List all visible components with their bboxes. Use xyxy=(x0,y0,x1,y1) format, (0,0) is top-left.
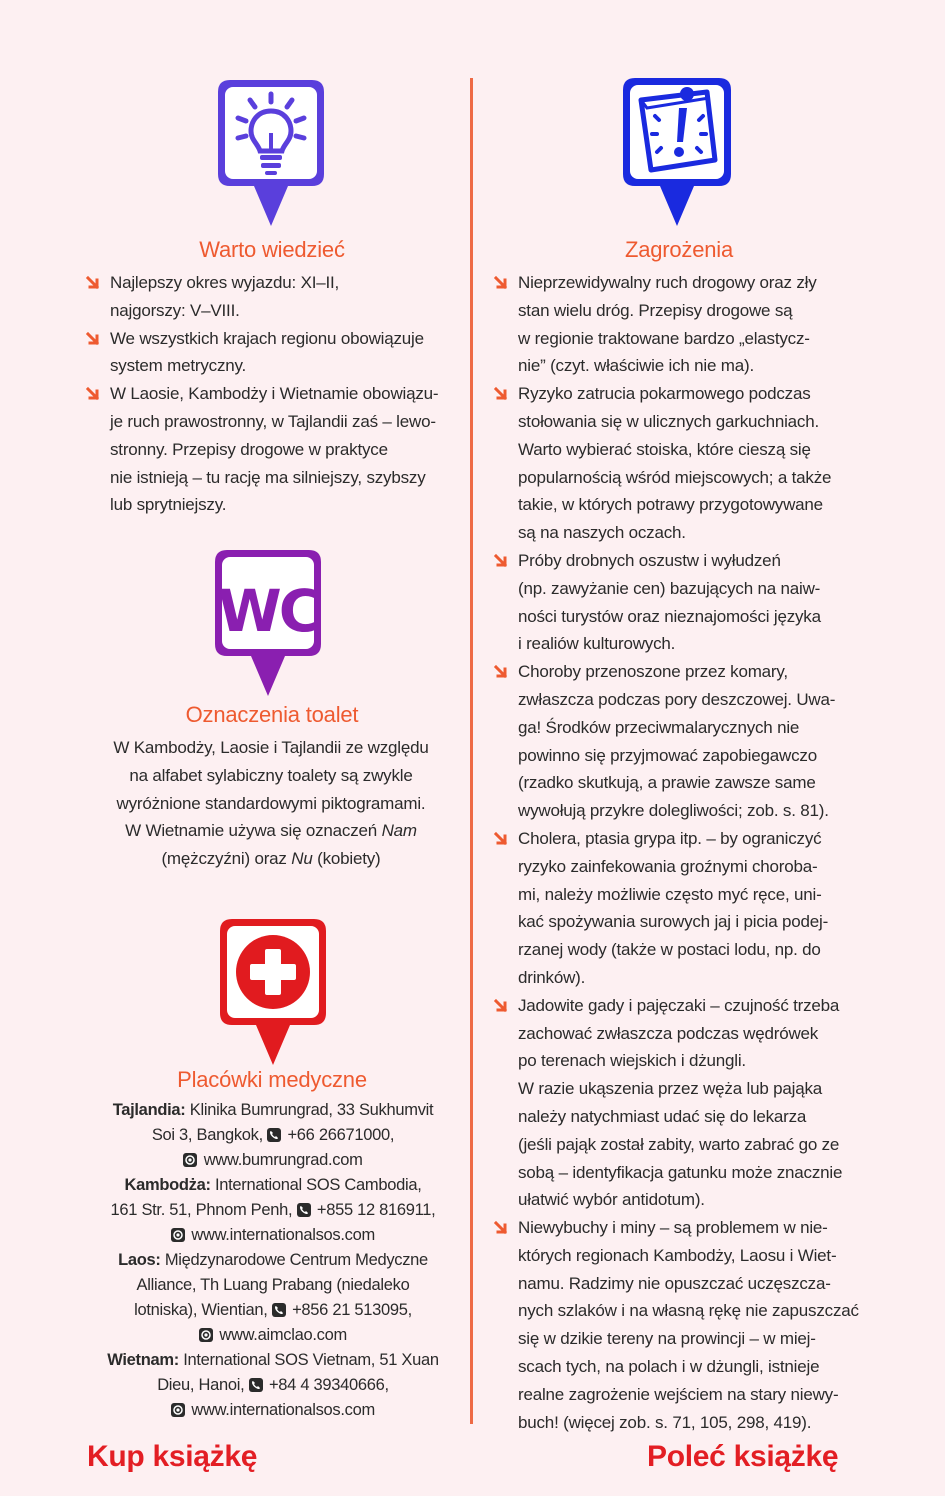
list-item-line: W Laosie, Kambodży i Wietnamie obowiązu- xyxy=(110,384,439,404)
list-item xyxy=(494,269,866,380)
arrow-down-right-icon xyxy=(86,332,100,346)
website-link[interactable]: www.aimclao.com xyxy=(215,1326,347,1344)
list-item-line: Choroby przenoszone przez komary, xyxy=(518,662,788,682)
list-item xyxy=(494,825,866,992)
website-link[interactable]: www.internationalsos.com xyxy=(187,1226,375,1244)
list-item-line: drinków). xyxy=(518,967,586,987)
medical-entry-line: Alliance, Th Luang Prabang (niedaleko xyxy=(136,1276,410,1294)
website-link[interactable]: www.bumrungrad.com xyxy=(199,1151,363,1169)
list-item-line: stronny. Przepisy drogowe w praktyce xyxy=(110,439,388,459)
medical-entry xyxy=(76,1348,470,1423)
list-item-line: należy natychmiast udać się do lekarza xyxy=(518,1106,807,1126)
list-item-line: ności turystów oraz nieznajomości języka xyxy=(518,606,821,626)
medical-entry xyxy=(76,1098,470,1173)
medical-entry-line xyxy=(76,1323,470,1348)
zagrozenia-title: Zagrożenia xyxy=(624,237,734,262)
arrow-down-right-icon xyxy=(494,387,508,401)
list-item-line: wywołują przykre dolegliwości; zob. s. 81). xyxy=(518,801,829,821)
wc-icon xyxy=(213,548,323,698)
lightbulb-icon xyxy=(216,78,326,228)
arrow-down-right-icon xyxy=(86,276,100,290)
list-item-line: stan wielu dróg. Przepisy drogowe są xyxy=(518,300,793,320)
zagrozenia-list xyxy=(494,269,866,1436)
wc-line: W Wietnamie używa się oznaczeń Nam xyxy=(125,821,417,841)
wc-title: Oznaczenia toalet xyxy=(185,702,359,727)
medical-entry-line: 161 Str. 51, Phnom Penh, +855 12 816911, xyxy=(110,1201,436,1219)
list-item-line: Próby drobnych oszustw i wyłudzeń xyxy=(518,550,781,570)
list-item-line: (rzadko skutkują, a prawie zawsze same xyxy=(518,773,816,793)
phone-icon xyxy=(267,1128,281,1142)
at-icon xyxy=(171,1228,185,1242)
website-link[interactable]: www.internationalsos.com xyxy=(187,1401,375,1419)
medical-list xyxy=(76,1098,470,1423)
arrow-down-right-icon xyxy=(86,387,100,401)
medical-entry-line: lotniska), Wientian, +856 21 513095, xyxy=(134,1301,412,1319)
list-item-line: (jeśli pająk został zabity, warto zabrać go ze xyxy=(518,1134,840,1154)
column-divider xyxy=(470,78,473,1424)
exclamation-note-icon xyxy=(621,76,733,228)
medical-entry-line: Laos: Międzynarodowe Centrum Medyczne xyxy=(118,1251,428,1269)
arrow-down-right-icon xyxy=(494,665,508,679)
list-item-line: We wszystkich krajach regionu obowiązuje xyxy=(110,328,424,348)
phone-icon xyxy=(272,1303,286,1317)
medical-entry-line xyxy=(76,1148,470,1173)
medical-cross-icon xyxy=(218,917,328,1067)
list-item xyxy=(86,325,466,381)
list-item-line: Cholera, ptasia grypa itp. – by ograniczyć xyxy=(518,828,822,848)
wc-text xyxy=(76,734,466,873)
list-item-line: buch! (więcej zob. s. 71, 105, 298, 419). xyxy=(518,1412,812,1432)
list-item-line: po terenach wiejskich i dżungli. xyxy=(518,1051,746,1071)
list-item-line: takie, w których potrawy przygotowywane xyxy=(518,495,823,515)
list-item-line: Ryzyko zatrucia pokarmowego podczas xyxy=(518,384,811,404)
phone-icon xyxy=(249,1378,263,1392)
list-item-line: realne zagrożenie wejściem na stary niewy- xyxy=(518,1384,839,1404)
buy-book-link[interactable]: Kup książkę xyxy=(87,1440,258,1473)
wc-line: (mężczyźni) oraz Nu (kobiety) xyxy=(161,849,381,869)
list-item xyxy=(494,380,866,547)
arrow-down-right-icon xyxy=(494,276,508,290)
list-item-line: zwłaszcza podczas pory deszczowej. Uwa- xyxy=(518,689,836,709)
list-item xyxy=(494,547,866,658)
medical-entry xyxy=(76,1248,470,1348)
list-item-line: których regionach Kambodży, Laosu i Wiet- xyxy=(518,1245,837,1265)
list-item-line: je ruch prawostronny, w Tajlandii zaś – lewo- xyxy=(110,411,436,431)
medical-entry-line: Soi 3, Bangkok, +66 26671000, xyxy=(151,1126,395,1144)
list-item xyxy=(86,380,466,519)
wc-line: W Kambodży, Laosie i Tajlandii ze względu xyxy=(113,738,429,757)
wc-line: na alfabet sylabiczny toalety są zwykle xyxy=(129,765,413,785)
at-icon xyxy=(183,1153,197,1167)
medical-title: Placówki medyczne xyxy=(177,1067,367,1092)
medical-entry-line: Dieu, Hanoi, +84 4 39340666, xyxy=(157,1376,389,1394)
arrow-down-right-icon xyxy=(494,554,508,568)
medical-entry-line: Kambodża: International SOS Cambodia, xyxy=(124,1176,422,1194)
list-item-line: rzanej wody (także w postaci lodu, np. do xyxy=(518,940,821,960)
list-item-line: Nieprzewidywalny ruch drogowy oraz zły xyxy=(518,273,817,292)
wc-line: wyróżnione standardowymi piktogramami. xyxy=(116,793,426,813)
list-item-line: powinno się przyjmować zapobiegawczo xyxy=(518,745,817,765)
medical-entry-line xyxy=(76,1398,470,1423)
list-item xyxy=(494,992,866,1214)
list-item-line: ułatwić wybór antidotum). xyxy=(518,1190,705,1210)
list-item-line: namu. Radzimy nie opuszczać uczęszcza- xyxy=(518,1273,831,1293)
list-item-line: Najlepszy okres wyjazdu: XI–II, xyxy=(110,273,340,292)
medical-entry xyxy=(76,1173,470,1248)
at-icon xyxy=(199,1328,213,1342)
arrow-down-right-icon xyxy=(494,1221,508,1235)
list-item-line: scach tych, na polach i w dżungli, istnieje xyxy=(518,1357,820,1377)
list-item-line: W razie ukąszenia przez węża lub pająka xyxy=(518,1079,823,1099)
medical-entry-line: Tajlandia: Klinika Bumrungrad, 33 Sukhumvit xyxy=(112,1101,434,1119)
recommend-book-link[interactable]: Poleć książkę xyxy=(647,1440,839,1473)
list-item-line: ryzyko zainfekowania groźnymi choroba- xyxy=(518,856,818,876)
list-item-line: popularnością wśród miejscowych; a także xyxy=(518,467,832,487)
medical-entry-line: Wietnam: International SOS Vietnam, 51 Xuan xyxy=(107,1351,439,1369)
list-item-line: kać spożywania surowych jaj i picia podej- xyxy=(518,912,829,932)
list-item-line: nie” (czyt. właściwie ich nie ma). xyxy=(518,356,754,376)
list-item xyxy=(494,658,866,825)
list-item-line: (np. zawyżanie cen) bazujących na naiw- xyxy=(518,578,821,598)
wc-icon-text: WC xyxy=(217,577,319,645)
list-item-line: lub sprytniejszy. xyxy=(110,495,227,515)
list-item-line: Jadowite gady i pajęczaki – czujność trzeba xyxy=(518,995,840,1015)
list-item-line: nie istnieją – tu rację ma silniejszy, szybszy xyxy=(110,467,426,487)
list-item-line: i realiów kulturowych. xyxy=(518,634,676,654)
list-item xyxy=(86,269,466,325)
list-item-line: Warto wybierać stoiska, które cieszą się xyxy=(518,439,811,459)
list-item-line: mi, należy możliwie często myć ręce, uni- xyxy=(518,884,822,904)
list-item-line: najgorszy: V–VIII. xyxy=(110,300,240,320)
arrow-down-right-icon xyxy=(494,832,508,846)
list-item-line: w regionie traktowane bardzo „elastycz- xyxy=(518,328,810,348)
list-item-line: stołowania się w ulicznych garkuchniach. xyxy=(518,411,819,431)
arrow-down-right-icon xyxy=(494,999,508,1013)
warto-list xyxy=(86,269,466,519)
list-item xyxy=(494,1214,866,1436)
list-item-line: Niewybuchy i miny – są problemem w nie- xyxy=(518,1218,828,1238)
list-item-line: sobą – identyfikacja gatunku może znacznie xyxy=(518,1162,843,1182)
warto-title: Warto wiedzieć xyxy=(199,237,345,262)
list-item-line: ga! Środków przeciwmalarycznych nie xyxy=(518,717,800,737)
list-item-line: system metryczny. xyxy=(110,356,247,376)
list-item-line: zachować zwłaszcza podczas wędrówek xyxy=(518,1023,819,1043)
list-item-line: są na naszych oczach. xyxy=(518,523,686,543)
list-item-line: nych szlaków i na własną rękę nie zapuszczać xyxy=(518,1301,859,1321)
medical-entry-line xyxy=(76,1223,470,1248)
list-item-line: się w dzikie tereny na prowincji – w miej- xyxy=(518,1329,816,1349)
at-icon xyxy=(171,1403,185,1417)
phone-icon xyxy=(297,1203,311,1217)
